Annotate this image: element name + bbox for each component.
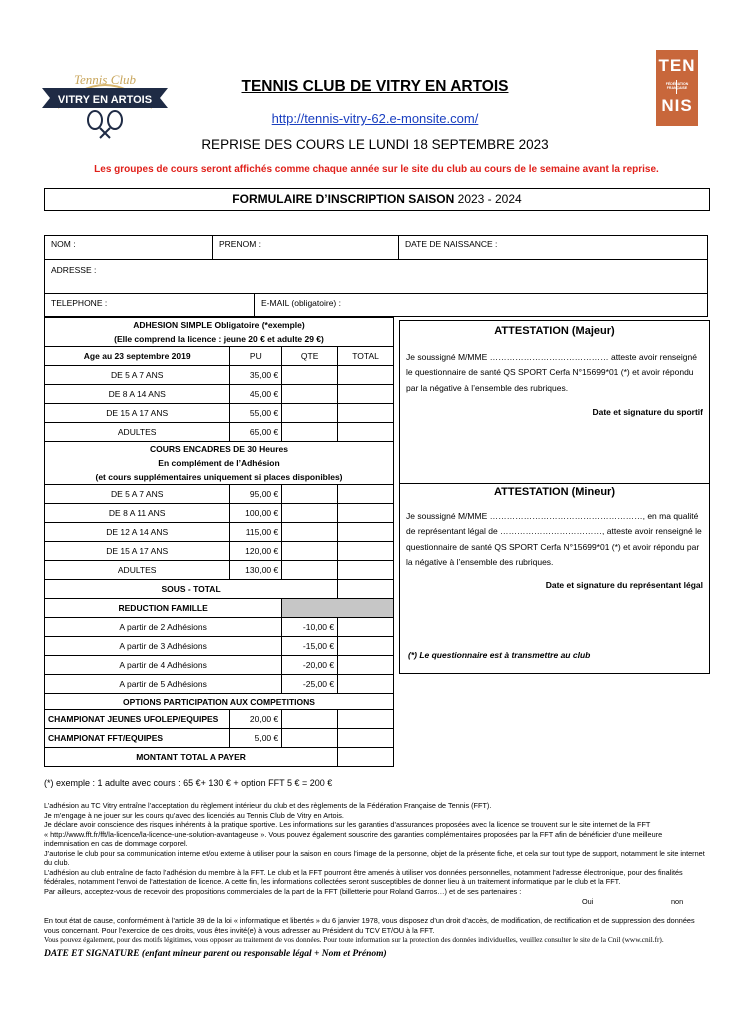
cours-subtitle-1: En complément de l’Adhésion — [45, 456, 394, 470]
table-row: DE 8 A 14 ANS 45,00 € — [45, 385, 394, 404]
club-logo-line2: VITRY EN ARTOIS — [57, 94, 153, 106]
attestation-mineur-title: ATTESTATION (Mineur) — [494, 486, 615, 498]
col-total: TOTAL — [338, 347, 394, 366]
col-qte: QTE — [282, 347, 338, 366]
cours-title: COURS ENCADRES DE 30 Heures — [45, 442, 394, 457]
table-row: DE 15 A 17 ANS 120,00 € — [45, 542, 394, 561]
adhesion-subtitle: (Elle comprend la licence : jeune 20 € et adulte 29 €) — [45, 332, 394, 347]
phone-field[interactable]: TELEPHONE : — [51, 298, 108, 308]
qte-cell[interactable] — [282, 710, 338, 729]
legal-p1: L’adhésion au TC Vitry entraîne l’acceptation du règlement intérieur du club et des règlements de la Fédération Française de Tennis (FFT). — [44, 801, 492, 810]
final-signature: DATE ET SIGNATURE (enfant mineur parent ou responsable légal + Nom et Prénom) — [44, 949, 387, 959]
club-title: TENNIS CLUB DE VITRY EN ARTOIS — [241, 78, 509, 95]
legal-p7: En tout état de cause, conformément à l’article 39 de la loi « informatique et libertés » du 6 janvier 1978, vous disposez d’un droit d’accès, de modification, de rectification et de suppression des données vous concernant. Pour l’exercice de ces droits, vous êtes invité(e) à vous adresser au Président du TCV ET/OU à la FFT. — [44, 916, 695, 935]
club-logo — [40, 60, 170, 140]
fft-logo-bottom: NIS — [661, 96, 693, 115]
table-row: A partir de 3 Adhésions -15,00 € — [45, 637, 394, 656]
legal-p3b: « http://www.fft.fr/fft/la-licence/la-licence-une-solution-avantageuse ». Vous pouvez également souscrire des garanties complémentaires proposées par la FFT afin de bénéficier d’une meilleure indemnisation en cas de dommage corporel. — [44, 829, 663, 848]
reprise-date: REPRISE DES COURS LE LUNDI 18 SEPTEMBRE 2023 — [201, 137, 549, 152]
total-cell[interactable] — [338, 523, 394, 542]
total-cell[interactable] — [338, 542, 394, 561]
total-cell[interactable] — [338, 618, 394, 637]
form-title-box — [44, 188, 710, 211]
table-row: A partir de 5 Adhésions -25,00 € — [45, 675, 394, 694]
fft-logo-top: TEN — [658, 56, 696, 75]
total-cell[interactable] — [338, 710, 394, 729]
attestation-majeur-title: ATTESTATION (Majeur) — [494, 325, 615, 337]
qte-cell[interactable] — [282, 385, 338, 404]
qte-cell[interactable] — [282, 542, 338, 561]
legal-p7b: Vous pouvez également, pour des motifs légitimes, vous opposer au traitement de vos données. Pour toute information sur la protection des données individuelles, veuillez consulter le site de la Cnil (www.cnil.fr). — [44, 935, 664, 944]
attestation-mineur-signature: Date et signature du représentant légal — [545, 579, 703, 590]
montant-cell[interactable] — [338, 748, 394, 767]
legal-p2: Je m’engage à ne jouer sur les cours qu’avec des licenciés au Tennis Club de Vitry en Artois. — [44, 810, 344, 820]
total-cell[interactable] — [338, 637, 394, 656]
email-field[interactable]: E-MAIL (obligatoire) : — [261, 298, 341, 308]
legal-p6: Par ailleurs, acceptez-vous de recevoir des propositions commerciales de la part de la FFT (billetterie pour Roland Garros…) et de ses partenaires : — [44, 886, 522, 896]
table-row: DE 12 A 14 ANS 115,00 € — [45, 523, 394, 542]
groups-note: Les groupes de cours seront affichés comme chaque année sur le site du club au cours de le semaine avant la reprise. — [94, 164, 659, 175]
total-cell[interactable] — [338, 561, 394, 580]
table-row: A partir de 4 Adhésions -20,00 € — [45, 656, 394, 675]
legal-p5: L’adhésion au club entraîne de facto l’adhésion du membre à la FFT. Le club et la FFT pourront être amenés à utiliser vos données personnelles, notamment l’adresse électronique, pour des finalités fédérales, notamment l’envoi de l’attestation de licence. A cette fin, les informations collectées seront susceptibles de donner lieu à un traitement informatique par le club et la FFT. — [44, 867, 683, 886]
sous-total-label: SOUS - TOTAL — [45, 580, 338, 599]
attestation-majeur-signature: Date et signature du sportif — [592, 407, 703, 417]
club-url-link[interactable]: http://tennis-vitry-62.e-monsite.com/ — [271, 111, 479, 126]
attestation-mineur — [399, 482, 710, 674]
total-cell[interactable] — [338, 366, 394, 385]
identity-block — [44, 235, 708, 317]
cours-subtitle-2: (et cours supplémentaires uniquement si places disponibles) — [45, 470, 394, 485]
total-cell[interactable] — [338, 504, 394, 523]
table-row: DE 5 A 7 ANS 35,00 € — [45, 366, 394, 385]
attestation-majeur-text: Je soussigné M/MME …………………………………… atteste avoir renseigné le questionnaire de santé QS SPORT Cerfa N°15699*01 (*) et avoir répondu par la négative à l’ensemble des rubriques. — [406, 351, 697, 393]
total-cell[interactable] — [338, 675, 394, 694]
oui-option[interactable]: Oui — [582, 897, 594, 906]
example-note: (*) exemple : 1 adulte avec cours : 65 €+ 130 € + option FFT 5 € = 200 € — [44, 778, 333, 788]
season: 2023 - 2024 — [457, 192, 522, 206]
total-cell[interactable] — [338, 385, 394, 404]
qte-cell[interactable] — [282, 366, 338, 385]
legal-p4: J’autorise le club pour sa communication interne et/ou externe à utiliser pour la saison en cours l’image de la personne, objet de la présente fiche, et cela sur tout type de support, notamment le site internet du club. — [44, 848, 705, 867]
attestation-majeur — [399, 320, 710, 484]
fft-logo-small: FÉDÉRATION FRANÇAISE — [665, 82, 689, 90]
reduction-title: REDUCTION FAMILLE — [45, 599, 282, 618]
table-row: DE 5 A 7 ANS 95,00 € — [45, 485, 394, 504]
options-title: OPTIONS PARTICIPATION AUX COMPETITIONS — [45, 694, 394, 710]
birthdate-field[interactable]: DATE DE NAISSANCE : — [405, 239, 498, 249]
qte-cell[interactable] — [282, 485, 338, 504]
questionnaire-note: (*) Le questionnaire est à transmettre au club — [408, 650, 591, 660]
table-row: ADULTES 65,00 € — [45, 423, 394, 442]
sous-total-cell[interactable] — [338, 580, 394, 599]
table-row: CHAMPIONAT JEUNES UFOLEP/EQUIPES 20,00 € — [45, 710, 394, 729]
table-row: DE 8 A 11 ANS 100,00 € — [45, 504, 394, 523]
nom-field[interactable]: NOM : — [51, 239, 76, 249]
qte-cell[interactable] — [282, 504, 338, 523]
club-logo-line1: Tennis Club — [73, 72, 137, 87]
qte-cell[interactable] — [282, 729, 338, 748]
fee-table — [44, 317, 394, 767]
prenom-field[interactable]: PRENOM : — [219, 239, 262, 249]
col-pu: PU — [230, 347, 282, 366]
legal-p3: Je déclare avoir conscience des risques inhérents à la pratique sportive. Les informations sur les garanties d’assurances proposées avec la licence se trouvent sur le site internet de la FFT — [44, 820, 651, 829]
total-cell[interactable] — [338, 423, 394, 442]
table-row: A partir de 2 Adhésions -10,00 € — [45, 618, 394, 637]
qte-cell[interactable] — [282, 561, 338, 580]
attestation-mineur-text: Je soussigné M/MME ………………………………………………, en ma qualité de représentant légal de ………………………………, atteste avoir renseigné le questionnaire de santé QS SPORT Cerfa N°15699*01 (*) et avoir répondu par la négative à l’ensemble des rubriques. — [406, 510, 702, 567]
qte-cell[interactable] — [282, 423, 338, 442]
qte-cell[interactable] — [282, 523, 338, 542]
montant-label: MONTANT TOTAL A PAYER — [45, 748, 338, 767]
adhesion-title: ADHESION SIMPLE Obligatoire (*exemple) — [45, 318, 394, 333]
total-cell[interactable] — [338, 485, 394, 504]
table-row: ADULTES 130,00 € — [45, 561, 394, 580]
total-cell[interactable] — [338, 656, 394, 675]
legal-text — [44, 801, 708, 945]
table-row: DE 15 A 17 ANS 55,00 € — [45, 404, 394, 423]
total-cell[interactable] — [338, 729, 394, 748]
col-age: Age au 23 septembre 2019 — [45, 347, 230, 366]
form-title: FORMULAIRE D’INSCRIPTION SAISON — [232, 192, 455, 206]
total-cell[interactable] — [338, 404, 394, 423]
qte-cell[interactable] — [282, 404, 338, 423]
address-field[interactable]: ADRESSE : — [51, 265, 97, 275]
non-option[interactable]: non — [671, 897, 684, 906]
fft-logo — [656, 50, 698, 126]
table-row: CHAMPIONAT FFT/EQUIPES 5,00 € — [45, 729, 394, 748]
